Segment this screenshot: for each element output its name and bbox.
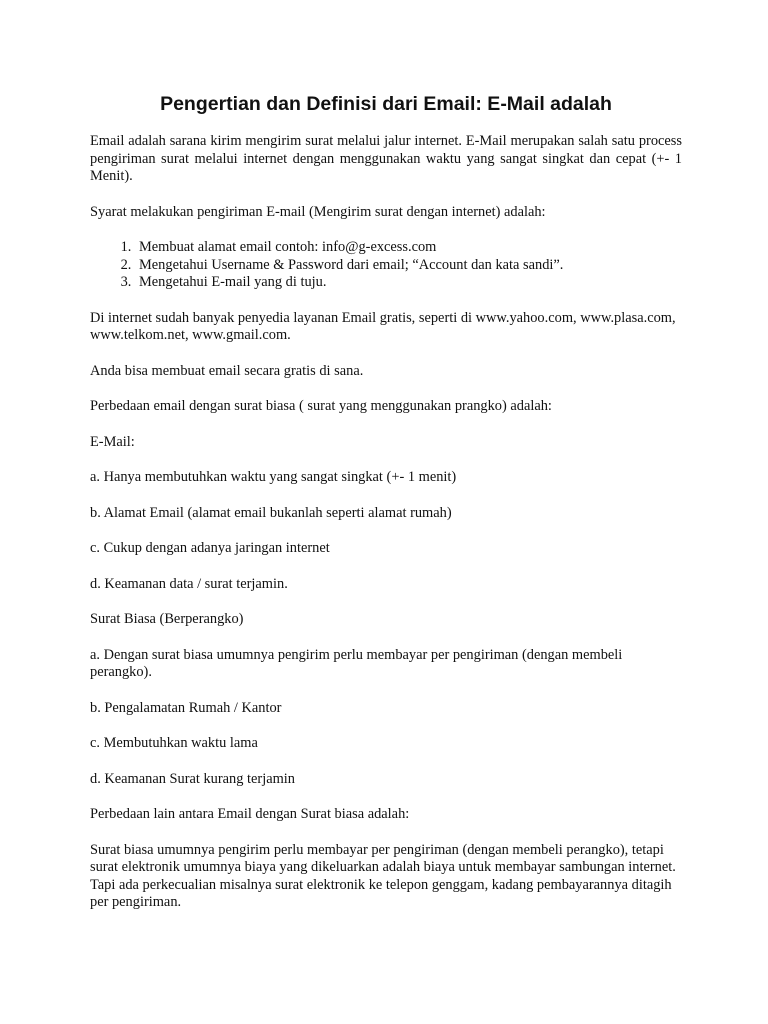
free-note-paragraph: Anda bisa membuat email secara gratis di sana. <box>90 362 364 379</box>
other-diff-heading: Perbedaan lain antara Email dengan Surat biasa adalah: <box>90 806 410 822</box>
syarat-list <box>90 239 682 292</box>
document-page <box>90 92 682 930</box>
surat-point: a. Dengan surat biasa umumnya pengirim perlu membayar per pengiriman (dengan membeli perangko). <box>90 646 623 680</box>
email-label: E-Mail: <box>90 433 135 450</box>
intro-paragraph: Email adalah sarana kirim mengirim surat melalui jalur internet. E-Mail merupakan salah satu process pengiriman surat melalui internet dengan menggunakan waktu yang sangat singkat dan cepat (+- 1 Menit). <box>90 133 682 184</box>
closing-paragraph: Surat biasa umumnya pengirim perlu membayar per pengiriman (dengan membeli perangko), tetapi surat elektronik umumnya biaya yang dikeluarkan adalah biaya untuk membayar sambungan internet. Tapi ada perkecualian misalnya surat elektronik ke telepon genggam, kadang pembayarannya ditagih per pengiriman. <box>90 841 676 910</box>
surat-point: b. Pengalamatan Rumah / Kantor <box>90 699 282 716</box>
syarat-item: 3. Mengetahui E-mail yang di tuju. <box>135 274 682 292</box>
syarat-item: 1. Membuat alamat email contoh: info@g-excess.com <box>135 239 682 257</box>
email-point: d. Keamanan data / surat terjamin. <box>90 575 288 592</box>
surat-point: d. Keamanan Surat kurang terjamin <box>90 770 295 787</box>
email-point: b. Alamat Email (alamat email bukanlah seperti alamat rumah) <box>90 504 452 521</box>
email-point: c. Cukup dengan adanya jaringan internet <box>90 540 330 556</box>
diff-heading: Perbedaan email dengan surat biasa ( surat yang menggunakan prangko) adalah: <box>90 398 552 414</box>
surat-label: Surat Biasa (Berperangko) <box>90 611 244 627</box>
providers-paragraph: Di internet sudah banyak penyedia layanan Email gratis, seperti di www.yahoo.com, www.plasa.com, www.telkom.net, www.gmail.com. <box>90 309 676 343</box>
document-title: Pengertian dan Definisi dari Email: E-Mail adalah <box>160 93 612 115</box>
syarat-heading: Syarat melakukan pengiriman E-mail (Mengirim surat dengan internet) adalah: <box>90 203 546 220</box>
surat-point: c. Membutuhkan waktu lama <box>90 735 258 751</box>
email-point: a. Hanya membutuhkan waktu yang sangat singkat (+- 1 menit) <box>90 469 457 485</box>
syarat-item: 2. Mengetahui Username & Password dari email; “Account dan kata sandi”. <box>135 257 682 275</box>
